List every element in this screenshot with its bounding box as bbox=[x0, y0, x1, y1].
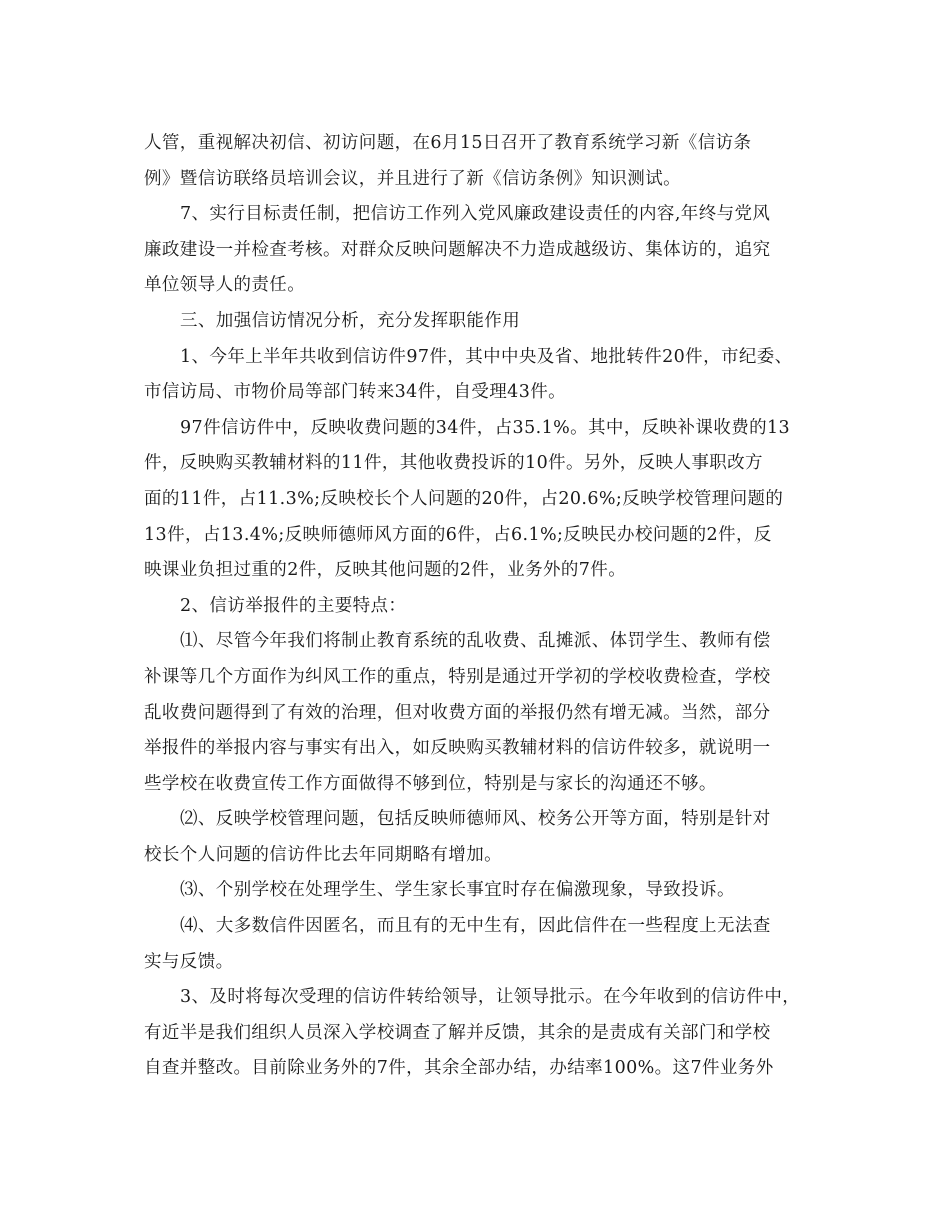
text-line-17: 乱收费问题得到了有效的治理，但对收费方面的举报仍然有增无减。当然，部分 bbox=[144, 702, 771, 723]
text-line-24: 实与反馈。 bbox=[144, 951, 234, 972]
text-line-4: 廉政建设一并检查考核。对群众反映问题解决不力造成越级访、集体访的，追究 bbox=[144, 239, 771, 260]
text-line-13: 映课业负担过重的2件，反映其他问题的2件，业务外的7件。 bbox=[144, 560, 627, 581]
text-line-3: 7、实行目标责任制，把信访工作列入党风廉政建设责任的内容,年终与党风 bbox=[180, 204, 771, 225]
text-line-7: 1、今年上半年共收到信访件97件，其中中央及省、地批转件20件，市纪委、 bbox=[180, 346, 793, 367]
text-line-22: ⑶、个别学校在处理学生、学生家长事宜时存在偏激现象，导致投诉。 bbox=[180, 880, 735, 901]
text-line-14: 2、信访举报件的主要特点： bbox=[180, 595, 407, 616]
text-line-12: 13件，占13.4%;反映师德师风方面的6件，占6.1%;反映民办校问题的2件，反 bbox=[144, 524, 772, 545]
text-line-11: 面的11件，占11.3%;反映校长个人问题的20件，占20.6%;反映学校管理问题的 bbox=[144, 488, 784, 509]
text-line-2: 例》暨信访联络员培训会议，并且进行了新《信访条例》知识测试。 bbox=[144, 168, 681, 189]
text-line-18: 举报件的举报内容与事实有出入，如反映购买教辅材料的信访件较多，就说明一 bbox=[144, 738, 771, 759]
text-line-23: ⑷、大多数信件因匿名，而且有的无中生有，因此信件在一些程度上无法查 bbox=[180, 916, 771, 937]
text-line-1: 人管，重视解决初信、初访问题，在6月15日召开了教育系统学习新《信访条 bbox=[144, 133, 752, 153]
text-line-5: 单位领导人的责任。 bbox=[144, 275, 306, 296]
text-line-8: 市信访局、市物价局等部门转来34件，自受理43件。 bbox=[144, 382, 567, 403]
text-line-26: 有近半是我们组织人员深入学校调查了解并反馈，其余的是责成有关部门和学校 bbox=[144, 1022, 771, 1043]
text-line-10: 件，反映购买教辅材料的11件，其他收费投诉的10件。另外，反映人事职改方 bbox=[144, 453, 763, 474]
document-body bbox=[144, 126, 814, 1087]
text-line-15: ⑴、尽管今年我们将制止教育系统的乱收费、乱摊派、体罚学生、教师有偿 bbox=[180, 631, 771, 652]
text-line-20: ⑵、反映学校管理问题，包括反映师德师风、校务公开等方面，特别是针对 bbox=[180, 809, 771, 830]
text-line-25: 3、及时将每次受理的信访件转给领导，让领导批示。在今年收到的信访件中， bbox=[180, 987, 801, 1008]
text-line-19: 些学校在收费宣传工作方面做得不够到位，特别是与家长的沟通还不够。 bbox=[144, 773, 717, 794]
section-heading-3: 三、加强信访情况分析，充分发挥职能作用 bbox=[180, 310, 521, 331]
text-line-27: 自查并整改。目前除业务外的7件，其余全部办结，办结率100%。这7件业务外 bbox=[144, 1058, 774, 1079]
text-line-21: 校长个人问题的信访件比去年同期略有增加。 bbox=[144, 844, 502, 865]
text-line-9: 97件信访件中，反映收费问题的34件，占35.1%。其中，反映补课收费的13 bbox=[180, 417, 791, 438]
text-line-16: 补课等几个方面作为纠风工作的重点，特别是通过开学初的学校收费检查，学校 bbox=[144, 666, 771, 687]
